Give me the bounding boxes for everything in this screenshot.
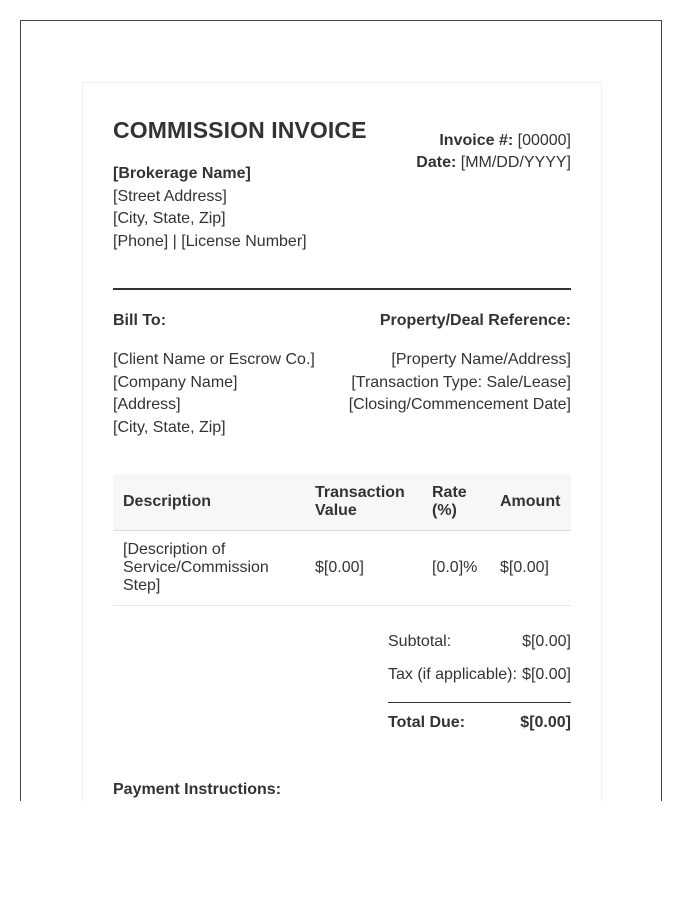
brokerage-city: [City, State, Zip]: [113, 210, 226, 227]
total-due-value: $[0.00]: [520, 714, 571, 731]
bill-to-line: [Address]: [113, 396, 181, 413]
header-transaction-line1: Transaction: [315, 484, 405, 501]
invoice-number-value: [00000]: [513, 132, 571, 149]
bill-to-heading: Bill To:: [113, 312, 167, 329]
subtotal-row: [388, 631, 571, 664]
bill-to-line: [City, State, Zip]: [113, 418, 226, 436]
row-description-line: Step]: [123, 577, 161, 594]
subtotal-label: Subtotal:: [388, 633, 452, 650]
line-items-table: [113, 474, 571, 606]
bill-to-line: [Client Name or Escrow Co.]: [113, 351, 315, 368]
row-amount: $[0.00]: [500, 559, 549, 576]
row-description-line: [Description of: [123, 541, 226, 558]
brokerage-name: [Brokerage Name]: [113, 165, 251, 182]
property-line: [Closing/Commencement Date]: [348, 396, 571, 413]
property-reference-block: [349, 349, 571, 417]
bill-to-block: [113, 349, 315, 439]
invoice-number-line: [416, 130, 571, 152]
invoice-meta: [416, 130, 571, 174]
row-description: [123, 541, 269, 595]
bill-to-line: [Company Name]: [113, 373, 238, 391]
table-header: [113, 474, 571, 531]
document-frame: [20, 20, 662, 801]
property-reference-heading: Property/Deal Reference:: [379, 312, 571, 329]
invoice-number-label: Invoice #:: [439, 132, 514, 149]
property-line: [Transaction Type: Sale/Lease]: [351, 373, 571, 391]
table-row: [113, 531, 571, 606]
tax-row: [388, 664, 571, 697]
tax-label: Tax (if applicable):: [388, 666, 517, 683]
row-rate: [0.0]%: [432, 559, 478, 576]
invoice-date-value: [MM/DD/YYYY]: [456, 154, 571, 171]
property-line: [Property Name/Address]: [391, 351, 571, 368]
tax-value: $[0.00]: [522, 666, 571, 683]
subtotal-value: $[0.00]: [522, 633, 571, 650]
row-description-line: Service/Commission: [123, 559, 269, 576]
total-due-label: Total Due:: [388, 714, 466, 731]
header-description: Description: [123, 493, 212, 510]
total-due-row: [388, 703, 571, 733]
brokerage-block: [113, 163, 307, 253]
invoice-paper: [82, 82, 602, 801]
header-rate-line2: (%): [432, 502, 457, 519]
invoice-date-label: Date:: [416, 154, 457, 171]
header-rate-line1: Rate: [432, 484, 467, 501]
header-transaction-value: [315, 484, 405, 520]
totals-block: [388, 631, 571, 733]
header-rate: [432, 484, 467, 520]
header-divider: [113, 288, 571, 290]
row-transaction-value: $[0.00]: [315, 559, 364, 576]
header-transaction-line2: Value: [315, 502, 357, 519]
invoice-date-line: [416, 152, 571, 174]
payment-instructions-heading: Payment Instructions:: [113, 781, 282, 798]
brokerage-street: [Street Address]: [113, 187, 227, 205]
invoice-title: COMMISSION INVOICE: [113, 117, 367, 143]
brokerage-phone-license: [Phone] | [License Number]: [113, 232, 307, 250]
header-amount: Amount: [500, 493, 561, 510]
